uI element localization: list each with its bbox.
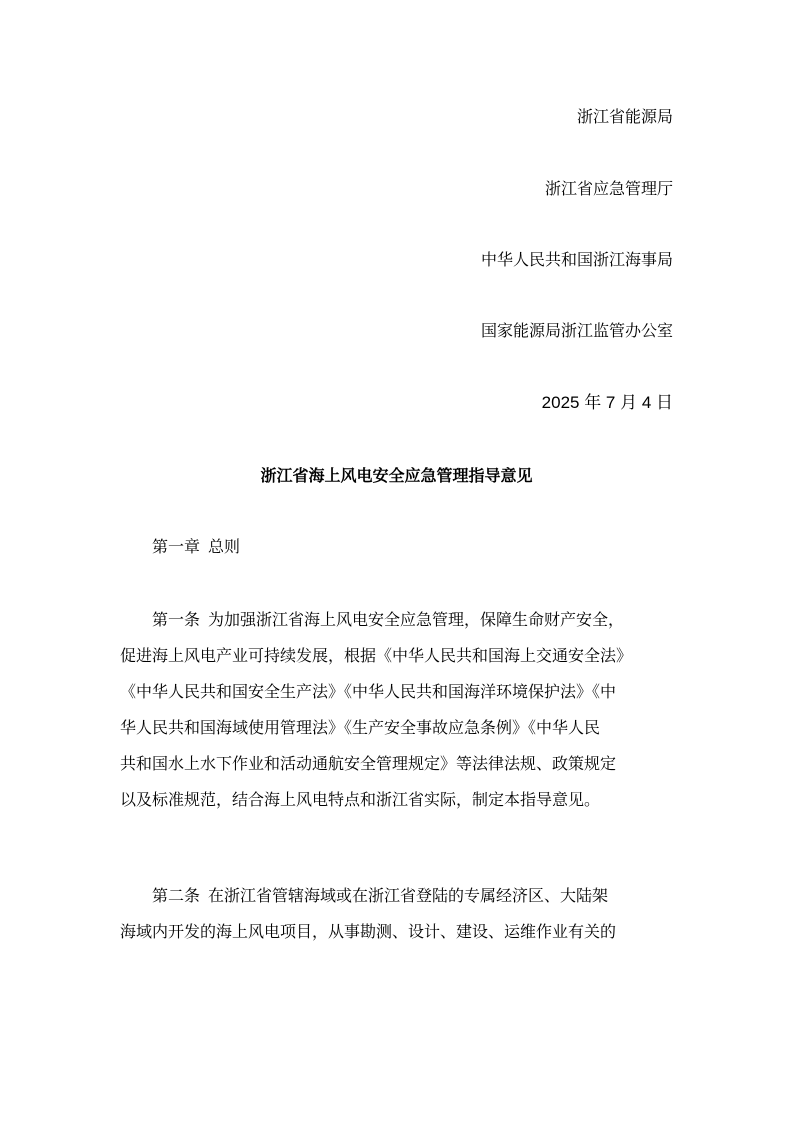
article-1 xyxy=(120,602,673,818)
article-2-line-1 xyxy=(120,878,673,914)
issue-date: 2025 年 7 月 4 日 xyxy=(541,393,673,412)
article-1-number: 第一条 xyxy=(152,610,201,629)
article-1-line-3: 《中华人民共和国安全生产法》《中华人民共和国海洋环境保护法》《中 xyxy=(120,682,617,701)
document-title: 浙江省海上风电安全应急管理指导意见 xyxy=(260,466,533,485)
chapter-title: 总则 xyxy=(208,537,241,556)
article-1-line-5: 共和国水上水下作业和活动通航安全管理规定》等法律法规、政策规定 xyxy=(120,754,617,773)
article-1-line-2: 促进海上风电产业可持续发展，根据《中华人民共和国海上交通安全法》 xyxy=(120,646,633,665)
signatory-energy-bureau: 浙江省能源局 xyxy=(576,107,673,126)
article-1-line-1 xyxy=(120,602,673,638)
article-1-line-6: 以及标准规范，结合海上风电特点和浙江省实际，制定本指导意见。 xyxy=(120,790,601,809)
chapter-number: 第一章 xyxy=(152,537,201,556)
signatory-energy-regulatory-office: 国家能源局浙江监管办公室 xyxy=(480,321,673,340)
chapter-heading xyxy=(152,536,240,558)
signatory-maritime-bureau: 中华人民共和国浙江海事局 xyxy=(480,250,673,269)
article-2-line-2: 海域内开发的海上风电项目，从事勘测、设计、建设、运维作业有关的 xyxy=(120,922,617,941)
article-2-text-1: 在浙江省管辖海域或在浙江省登陆的专属经济区、大陆架 xyxy=(208,886,609,905)
article-2 xyxy=(120,878,673,950)
article-1-line-4: 华人民共和国海域使用管理法》《生产安全事故应急条例》《中华人民 xyxy=(120,718,601,737)
signatory-emergency-department: 浙江省应急管理厅 xyxy=(544,179,673,198)
article-2-number: 第二条 xyxy=(152,886,201,905)
article-1-text-1: 为加强浙江省海上风电安全应急管理，保障生命财产安全， xyxy=(208,610,625,629)
